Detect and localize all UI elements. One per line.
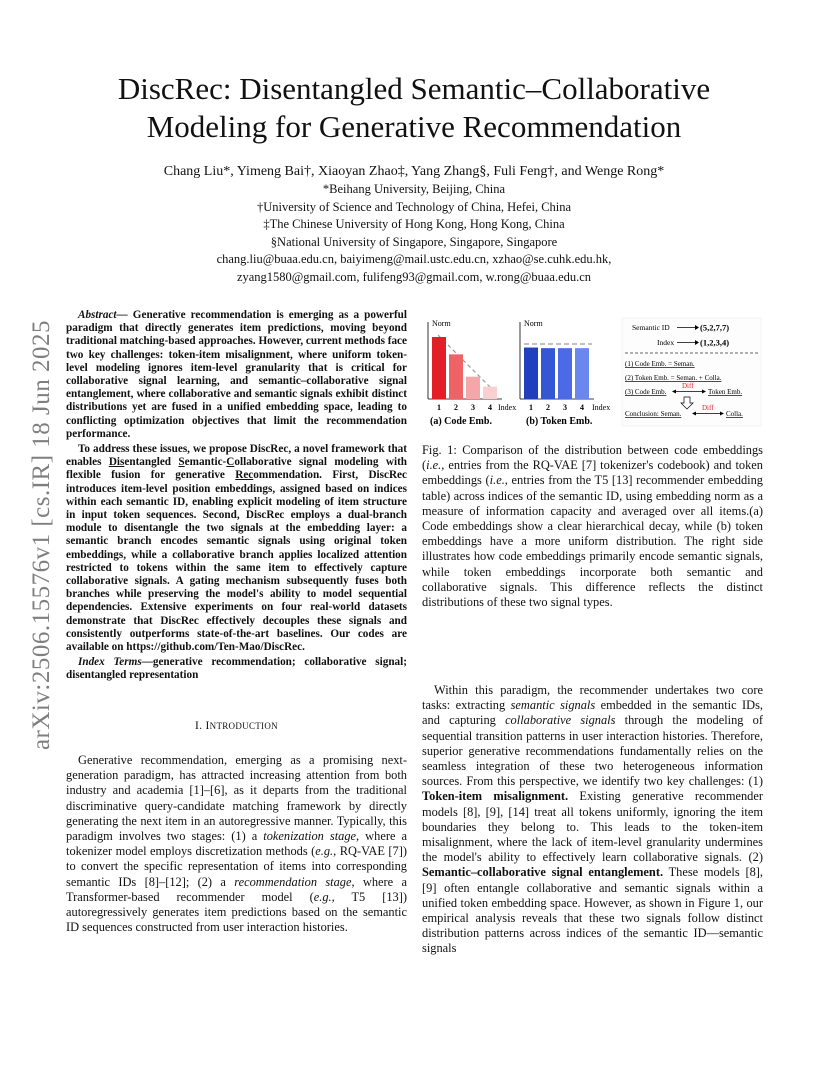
abstract-text: ollaborative signal modeling with flexible fusion for generative bbox=[66, 456, 408, 482]
conclusion-diff: Diff bbox=[702, 404, 714, 412]
index-value: (1,2,3,4) bbox=[700, 337, 730, 348]
emphasis-text: semantic signals bbox=[510, 698, 596, 713]
panel-b-x-label: Index bbox=[592, 403, 611, 412]
emphasis-text: recommendation stage bbox=[234, 874, 352, 889]
section-number: I. bbox=[195, 719, 206, 732]
arxiv-side-stamp bbox=[22, 305, 62, 765]
signal-explanation-panel bbox=[622, 318, 761, 426]
paper-title bbox=[70, 70, 758, 146]
caption-text: entries from the T5 [13] recommender embedding table) across indices of the semantic ID, using embedding norm as a measure of information capacity and averaged over all items.(a) Code embeddings show a clear hierarchical decay, while (b) token embeddings have a more uniform distribution. The right side illustrates how code embeddings primarily encode semantic signals, while token embeddings incorporate both semantic and collaborative signals. This difference reflects the distinct distributions of these two signal types. bbox=[422, 473, 763, 610]
token-emb-bar-4 bbox=[575, 348, 589, 399]
code-emb-tick-label: 4 bbox=[488, 403, 492, 412]
body-text: through the modeling of sequential transition patterns in user interaction histories. Therefore, superior generative recommendations fundamentally relies on the seamless integration of these two heterogeneous information sources. From this perspective, we identify two key challenges: (1) bbox=[422, 713, 763, 789]
intro-paragraph-2 bbox=[422, 683, 763, 957]
acronym-letter: Dis bbox=[108, 456, 125, 469]
bold-text: Semantic–collaborative signal entanglement. bbox=[422, 865, 664, 880]
section-title-initial: I bbox=[205, 719, 210, 732]
abstract-text: emantic- bbox=[184, 456, 227, 469]
arxiv-identifier: arXiv:2506.15576v1 [cs.IR] 18 Jun 2025 bbox=[28, 319, 55, 751]
index-terms-text: —generative recommendation; collaborative signal; disentangled representation bbox=[66, 656, 407, 682]
section-title-rest: NTRODUCTION bbox=[209, 720, 278, 731]
left-column bbox=[66, 309, 407, 935]
panel-a-caption: (a) Code Emb. bbox=[430, 416, 492, 427]
acronym-letter: S bbox=[178, 456, 185, 469]
code-emb-bar-1 bbox=[432, 337, 446, 399]
figure-1-caption bbox=[422, 443, 763, 610]
title-line-1: DiscRec: Disentangled Semantic–Collaborative bbox=[117, 71, 711, 106]
legend-line-3-diff: Diff bbox=[682, 382, 694, 390]
panel-b-y-label: Norm bbox=[524, 319, 543, 328]
token-emb-tick-label: 1 bbox=[529, 403, 533, 412]
semantic-id-value: (5,2,7,7) bbox=[700, 322, 730, 333]
code-emb-tick-label: 2 bbox=[454, 403, 458, 412]
emphasis-text: tokenization stage bbox=[263, 828, 357, 843]
affiliation-line: *Beihang University, Beijing, China bbox=[322, 182, 506, 196]
abstract bbox=[66, 309, 407, 654]
token-emb-bar-2 bbox=[541, 348, 555, 399]
caption-text: Fig. 1: Comparison of the distribution between code embeddings ( bbox=[422, 443, 763, 473]
body-text: RQ-VAE [7]) to convert the specific representation of items into corresponding semantic IDs [8]–[12]; (2) a bbox=[66, 844, 407, 889]
affiliation-line: ‡The Chinese University of Hong Kong, Hong Kong, China bbox=[263, 217, 565, 231]
index-terms bbox=[66, 656, 407, 682]
index-terms-label: Index Terms bbox=[78, 656, 142, 669]
legend-line-2: (2) Token Emb. = Seman. + Colla. bbox=[625, 374, 722, 382]
body-text: Generative recommendation, emerging as a promising next-generation paradigm, has attracted increasing attention from both industry and academia [1]–[6], as it departs from the traditional discriminative query-candidate matching framework by directly generating the next item in an autoregressive manner. Typically, this paradigm involves two stages: (1) a bbox=[66, 752, 407, 843]
figure-1 bbox=[422, 312, 763, 432]
body-text: embedded in the semantic IDs, and capturing bbox=[422, 698, 763, 728]
affiliation-line: §National University of Singapore, Singapore, Singapore bbox=[270, 234, 558, 249]
abstract-text: entangled bbox=[124, 456, 179, 469]
semantic-id-label: Semantic ID bbox=[632, 323, 670, 332]
author-list: Chang Liu*, Yimeng Bai†, Xiaoyan Zhao‡, Yang Zhang§, Fuli Feng†, and Wenge Rong* bbox=[163, 164, 665, 179]
legend-line-3-end: Token Emb. bbox=[708, 388, 743, 396]
affiliations bbox=[70, 181, 758, 286]
code-emb-tick-label: 3 bbox=[471, 403, 475, 412]
emphasis-text: e.g., bbox=[313, 889, 335, 904]
section-heading-introduction bbox=[66, 720, 407, 733]
code-emb-bar-3 bbox=[466, 377, 480, 399]
panel-b-caption: (b) Token Emb. bbox=[526, 416, 593, 427]
panel-b bbox=[520, 319, 610, 427]
affiliation-line: †University of Science and Technology of China, Hefei, China bbox=[256, 199, 572, 214]
figure-1-graphic bbox=[422, 312, 763, 432]
panel-a-y-label: Norm bbox=[432, 319, 451, 328]
code-emb-bar-4 bbox=[483, 387, 497, 399]
conclusion-end: Colla. bbox=[726, 410, 743, 418]
caption-emphasis: i.e., bbox=[426, 458, 445, 473]
right-column bbox=[422, 683, 763, 957]
bold-text: Token-item misalignment. bbox=[422, 789, 569, 804]
index-label: Index bbox=[657, 338, 675, 347]
email-line: chang.liu@buaa.edu.cn, baiyimeng@mail.ustc.edu.cn, xzhao@se.cuhk.edu.hk, bbox=[216, 252, 612, 266]
legend-line-3-start: (3) Code Emb. bbox=[625, 388, 667, 396]
panel-b-ticks bbox=[529, 403, 584, 412]
emphasis-text: collaborative signals bbox=[505, 713, 616, 728]
abstract-label: Abstract— bbox=[78, 309, 128, 321]
emphasis-text: e.g., bbox=[315, 844, 337, 859]
code-emb-tick-label: 1 bbox=[437, 403, 441, 412]
token-emb-bar-1 bbox=[524, 348, 538, 399]
caption-emphasis: i.e., bbox=[489, 473, 508, 488]
conclusion-start: Conclusion: Seman. bbox=[625, 410, 682, 418]
body-text: , where a Transformer-based recommender model ( bbox=[66, 874, 407, 904]
body-text: T5 [13]) autoregressively generates item predictions based on the semantic ID sequences constructed from user interaction histories. bbox=[66, 889, 407, 935]
legend-line-1: (1) Code Emb. = Seman. bbox=[625, 360, 695, 368]
body-text: These models [8], [9] often entangle collaborative and semantic signals within a unified token embedding space. However, as shown in Figure 1, our empirical analysis reveals that these two signals follow distinct distribution patterns across indices of the semantic ID—semantic signals bbox=[422, 865, 763, 956]
abstract-paragraph-1 bbox=[66, 309, 407, 441]
panel-a-bars bbox=[432, 337, 497, 399]
abstract-text: Generative recommendation is emerging as a powerful paradigm that directly generates item predictions, moving beyond traditional matching-based approaches. However, current methods face two key challenges: token-item misalignment, where uniform token-level modeling ignores item-level granularity that is critical for collaborative signal learning, and semantic–collaborative signal entanglement, where collaborative and semantic signals exhibit distinct distributions yet are fused in a unified embedding space, leading to conflicting optimization objectives that limit the recommendation performance. bbox=[66, 309, 408, 440]
abstract-text: ommendation. First, DiscRec introduces item-level position embeddings, assigned based on indices within each semantic ID, enabling explicit modeling of item structure in input token sequences. Second, DiscRec employs a dual-branch module to disentangle the two signals at the embedding layer: a semantic branch encodes semantic signals using original token embeddings, while a collaborative branch applies localized attention restricted to tokens within the same item to effectively capture collaborative signals. A gating mechanism subsequently fuses both branches while preserving the model's ability to model sequential dependencies. Extensive experiments on four real-world datasets demonstrate that DiscRec effectively decouples these signals and consistently outperforms state-of-the-art baselines. Our codes are available on https://github.com/Ten-Mao/DiscRec. bbox=[66, 469, 407, 654]
token-emb-tick-label: 2 bbox=[546, 403, 550, 412]
title-line-2: Modeling for Generative Recommendation bbox=[146, 109, 682, 144]
token-emb-bar-3 bbox=[558, 348, 572, 399]
body-text: Within this paradigm, the recommender undertakes two core tasks: extracting bbox=[422, 683, 763, 713]
panel-a-ticks bbox=[437, 403, 492, 412]
panel-a-x-label: Index bbox=[498, 403, 517, 412]
caption-text: entries from the RQ-VAE [7] tokenizer's codebook) and token embeddings ( bbox=[422, 458, 763, 488]
body-text: , where a tokenizer model employs discretization methods ( bbox=[66, 828, 407, 859]
acronym-letter: Rec bbox=[235, 469, 254, 482]
email-line: zyang1580@gmail.com, fulifeng93@gmail.com, w.rong@buaa.edu.cn bbox=[236, 269, 592, 284]
acronym-letter: C bbox=[226, 456, 235, 469]
code-emb-bar-2 bbox=[449, 354, 463, 399]
abstract-paragraph-2 bbox=[66, 443, 407, 654]
token-emb-tick-label: 3 bbox=[563, 403, 567, 412]
panel-a bbox=[428, 319, 516, 427]
body-text: Existing generative recommender models [8], [9], [14] treat all tokens uniformly, ignoring the item boundaries they belong to. This leads to the token-item misalignment, where the lack of item-level granularity undermines the model's ability to effectively learn collaborative signals. (2) bbox=[422, 789, 763, 865]
panel-b-bars bbox=[524, 348, 589, 399]
intro-paragraph-1 bbox=[66, 753, 407, 935]
abstract-text: To address these issues, we propose DiscRec, a novel framework that enables bbox=[66, 443, 407, 469]
token-emb-tick-label: 4 bbox=[580, 403, 584, 412]
